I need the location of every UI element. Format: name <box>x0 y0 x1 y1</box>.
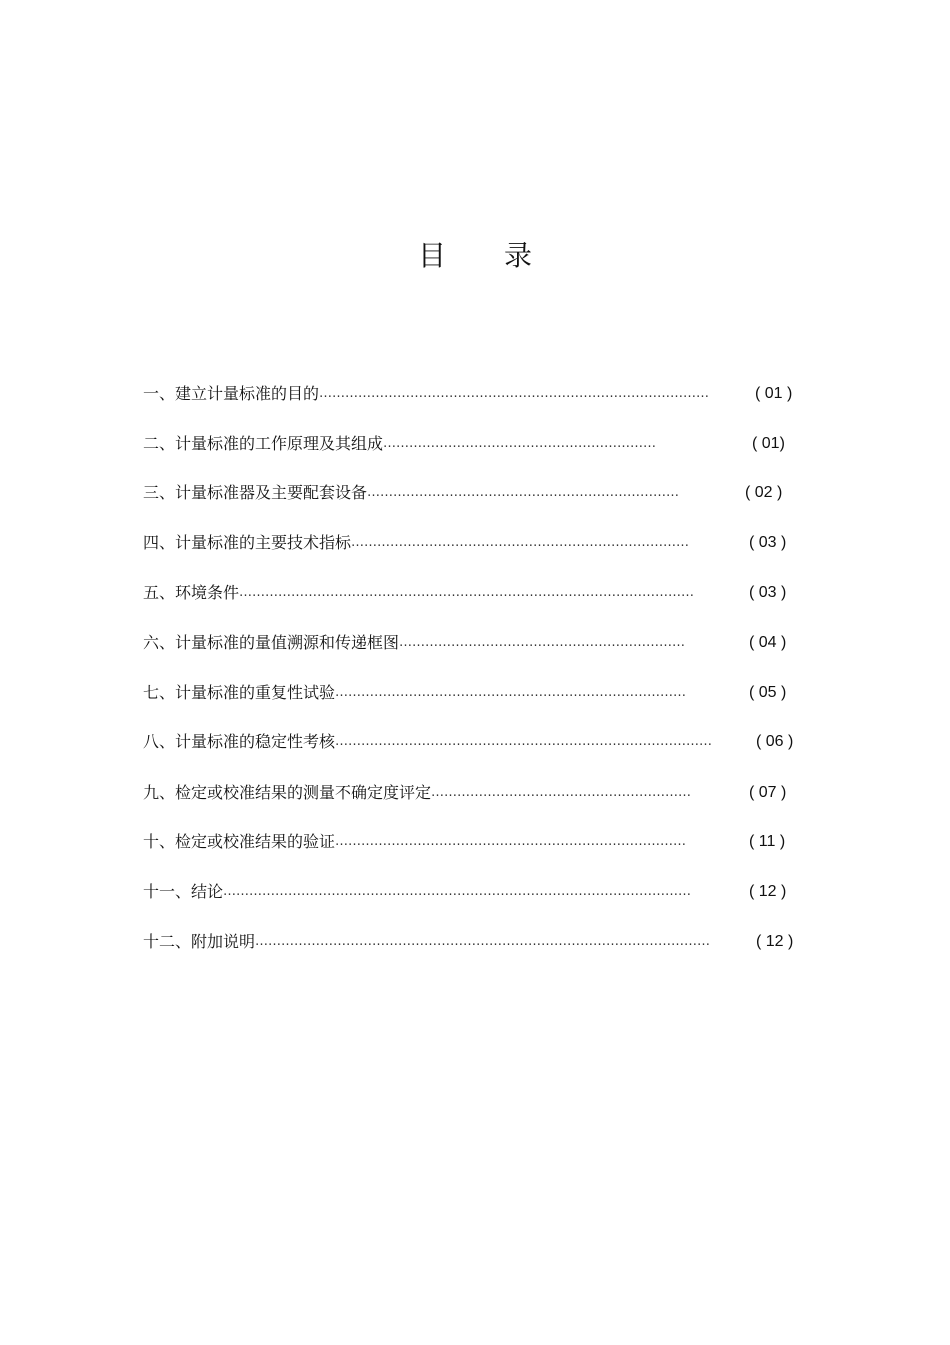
page-title-char-1: 目 <box>417 239 446 272</box>
toc-entry-label: 十二、附加说明 <box>143 932 256 951</box>
toc-page-number: ( 01) <box>752 435 785 452</box>
toc-entry[interactable] <box>143 830 697 854</box>
dot-leader: …………………………………………………………………… <box>351 535 689 550</box>
toc-entry-label: 十一、结论 <box>143 882 224 901</box>
dot-leader: …………………………………………………………………………… <box>335 734 712 749</box>
dot-leader: ……………………………………………………………………… <box>335 685 686 700</box>
toc-page-number: ( 11 ) <box>749 833 786 850</box>
toc-page-number: ( 02 ) <box>745 484 783 501</box>
toc-entry-label: 六、计量标准的量值溯源和传递框图 <box>143 633 400 652</box>
page-title-char-2: 录 <box>504 239 533 272</box>
toc-entry[interactable] <box>143 681 697 705</box>
toc-entry[interactable] <box>143 581 697 605</box>
dot-leader: ……………………………………………………………………… <box>335 834 686 849</box>
toc-page-number: ( 03 ) <box>749 584 787 601</box>
dot-leader: ……………………………………………………………… <box>367 485 679 500</box>
toc-entry-label: 十、检定或校准结果的验证 <box>143 832 336 851</box>
toc-entry[interactable] <box>143 382 715 406</box>
toc-entry-label: 八、计量标准的稳定性考核 <box>143 732 336 751</box>
toc-entry[interactable] <box>143 781 697 805</box>
toc-entry-label: 九、检定或校准结果的测量不确定度评定 <box>143 783 432 802</box>
dot-leader: …………………………………………………………………………………………… <box>239 585 694 600</box>
dot-leader: ……………………………………………………… <box>383 436 656 451</box>
toc-entry-label: 三、计量标准器及主要配套设备 <box>143 483 368 502</box>
toc-page-number: ( 04 ) <box>749 634 787 651</box>
toc-entry-label: 四、计量标准的主要技术指标 <box>143 533 352 552</box>
toc-entry[interactable] <box>143 880 697 904</box>
dot-leader: ……………………………………………………………………………… <box>319 386 709 401</box>
toc-page-number: ( 06 ) <box>756 733 794 750</box>
toc-page-number: ( 03 ) <box>749 534 787 551</box>
toc-entry-label: 一、建立计量标准的目的 <box>143 384 320 403</box>
toc-entry[interactable] <box>143 631 697 655</box>
toc-page-number: ( 07 ) <box>749 784 787 801</box>
dot-leader: ……………………………………………………………………………………………… <box>223 884 691 899</box>
dot-leader: ………………………………………………………… <box>399 635 685 650</box>
toc-entry[interactable] <box>143 730 715 754</box>
toc-entry[interactable] <box>143 531 697 555</box>
toc-page-number: ( 12 ) <box>756 933 794 950</box>
toc-page-number: ( 01 ) <box>755 385 793 402</box>
toc-entry[interactable] <box>143 432 661 456</box>
toc-entry[interactable] <box>143 930 715 954</box>
toc-entry-label: 二、计量标准的工作原理及其组成 <box>143 434 384 453</box>
toc-page-number: ( 05 ) <box>749 684 787 701</box>
toc-entry[interactable] <box>143 481 679 505</box>
toc-entry-label: 五、环境条件 <box>143 583 240 602</box>
toc-entry-label: 七、计量标准的重复性试验 <box>143 683 336 702</box>
dot-leader: …………………………………………………… <box>431 785 691 800</box>
dot-leader: …………………………………………………………………………………………… <box>255 934 710 949</box>
toc-page-number: ( 12 ) <box>749 883 787 900</box>
